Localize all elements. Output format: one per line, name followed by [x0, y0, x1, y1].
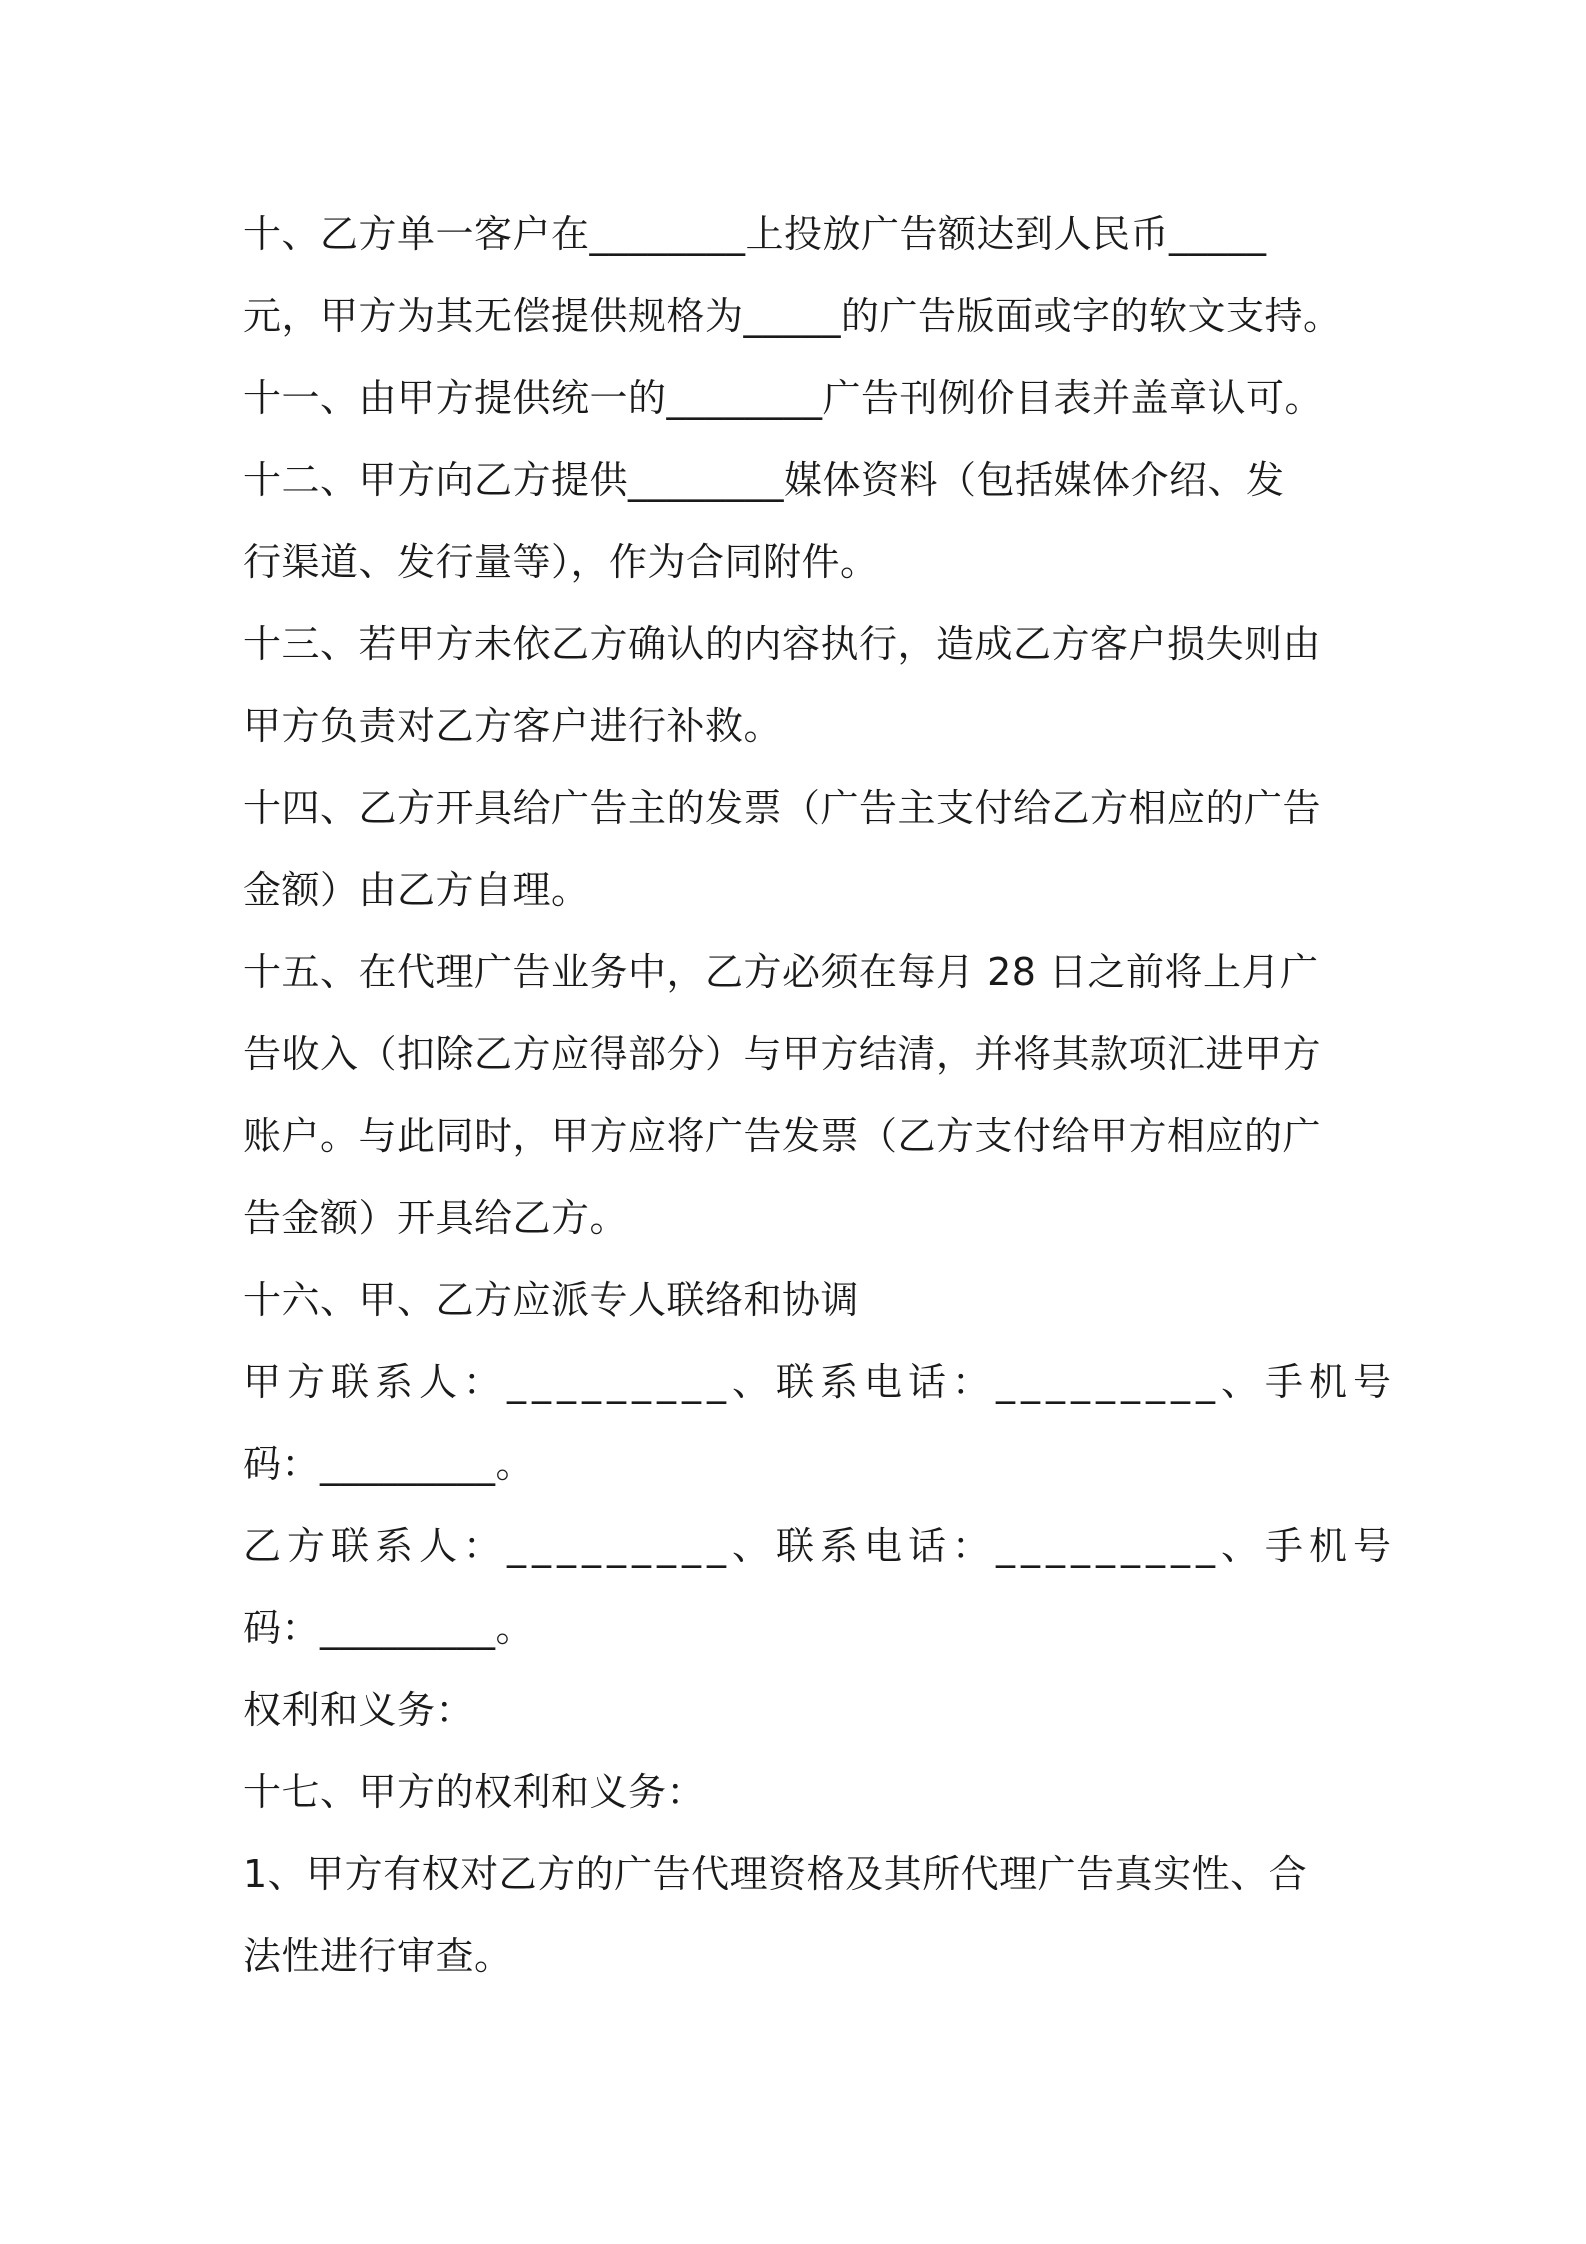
clause-15-line-4: 告金额）开具给乙方。: [243, 1196, 629, 1240]
clause-16: 十六、甲、乙方应派专人联络和协调: [243, 1278, 860, 1322]
party-b-contact-line-1: 乙方联系人：_________、联系电话：_________、手机号: [243, 1524, 1398, 1568]
clause-17-heading: 十七、甲方的权利和义务：: [243, 1770, 706, 1814]
party-b-contact-line-2: 码：_________。: [243, 1606, 535, 1650]
party-a-contact-line-1: 甲方联系人：_________、联系电话：_________、手机号: [243, 1360, 1398, 1404]
clause-10-line-1: 十、乙方单一客户在________上投放广告额达到人民币_____: [243, 212, 1267, 256]
clause-12-line-1: 十二、甲方向乙方提供________媒体资料（包括媒体介绍、发: [243, 458, 1285, 502]
clause-14-line-2: 金额）由乙方自理。: [243, 868, 590, 912]
clause-17-item-1-line-2: 法性进行审查。: [243, 1934, 513, 1978]
clause-13-line-2: 甲方负责对乙方客户进行补救。: [243, 704, 783, 748]
clause-11: 十一、由甲方提供统一的________广告刊例价目表并盖章认可。: [243, 376, 1324, 420]
clause-12-line-2: 行渠道、发行量等），作为合同附件。: [243, 540, 879, 584]
clause-15-line-2: 告收入（扣除乙方应得部分）与甲方结清，并将其款项汇进甲方: [243, 1032, 1322, 1076]
clause-10-line-2: 元，甲方为其无偿提供规格为_____的广告版面或字的软文支持。: [243, 294, 1342, 338]
party-a-contact-line-2: 码：_________。: [243, 1442, 535, 1486]
clause-13-line-1: 十三、若甲方未依乙方确认的内容执行，造成乙方客户损失则由: [243, 622, 1322, 666]
clause-17-item-1-line-1: 1、甲方有权对乙方的广告代理资格及其所代理广告真实性、合: [243, 1852, 1308, 1896]
clause-15-line-3: 账户。与此同时，甲方应将广告发票（乙方支付给甲方相应的广: [243, 1114, 1322, 1158]
clause-14-line-1: 十四、乙方开具给广告主的发票（广告主支付给乙方相应的广告: [243, 786, 1322, 830]
rights-obligations-heading: 权利和义务：: [243, 1688, 475, 1732]
clause-15-line-1: 十五、在代理广告业务中，乙方必须在每月 28 日之前将上月广: [243, 950, 1319, 994]
